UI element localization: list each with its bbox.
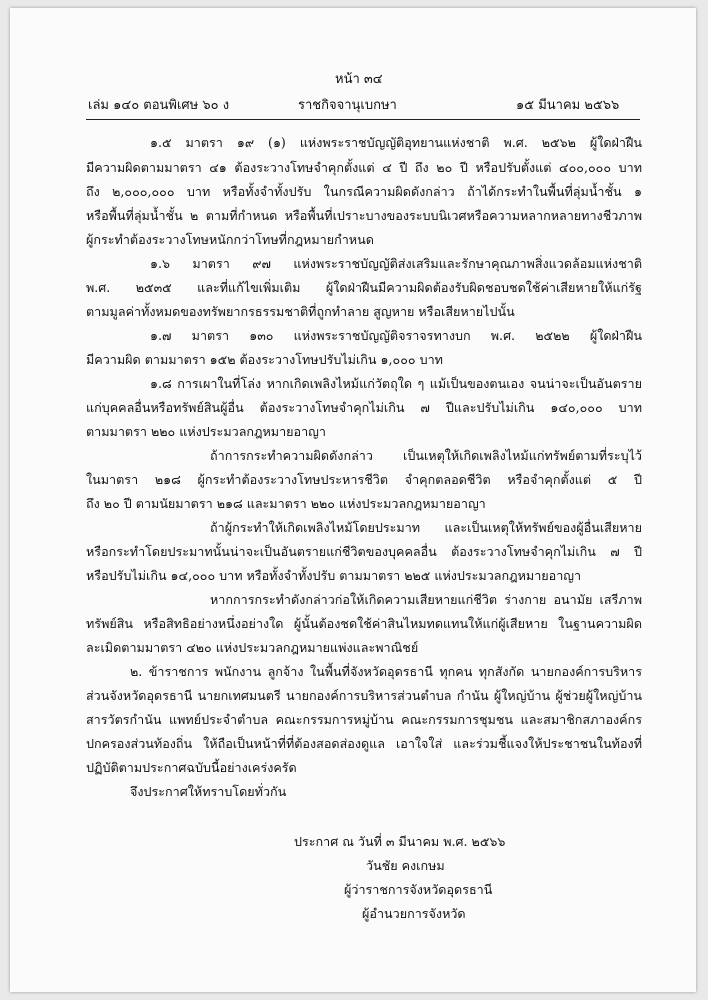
body-line: หรือกระทำโดยประมาทนั้นน่าจะเป็นอันตรายแก่ชีวิตของบุคคลอื่น ต้องระวางโทษจำคุกไม่เกิน ๗ ปี [86,544,642,559]
body-line: ๒. ข้าราชการ พนักงาน ลูกจ้าง ในพื้นที่จังหวัดอุดรธานี ทุกคน ทุกสังกัด นายกองค์การบริหาร [130,664,642,679]
announcement-date: ประกาศ ณ วันที่ ๓ มีนาคม พ.ศ. ๒๕๖๖ [294,834,506,849]
signatory-position: ผู้ว่าราชการจังหวัดอุดรธานี [344,882,493,897]
body-line: มีความผิด ตามมาตรา ๑๕๒ ต้องระวางโทษปรับไม่เกิน ๑,๐๐๐ บาท [86,352,443,367]
body-line: ตามมาตรา ๒๒๐ แห่งประมวลกฎหมายอาญา [86,424,326,439]
body-line: ถ้าผู้กระทำให้เกิดเพลิงไหม้โดยประมาท และเป็นเหตุให้ทรัพย์ของผู้อื่นเสียหาย [210,520,642,535]
body-line: สารวัตรกำนัน แพทย์ประจำตำบล คณะกรรมการหมู่บ้าน คณะกรรมการชุมชน และสมาชิกสภาองค์กร [86,712,642,727]
body-line: ตามมูลค่าทั้งหมดของทรัพยากรธรรมชาติที่ถูกทำลาย สูญหาย หรือเสียหายไปนั้น [86,304,515,319]
body-line: ๑.๗ มาตรา ๑๓๐ แห่งพระราชบัญญัติจราจรทางบก พ.ศ. ๒๕๒๒ ผู้ใดฝ่าฝืน [150,328,642,343]
body-line: ผู้กระทำต้องระวางโทษหนักกว่าโทษที่กฎหมายกำหนด [86,232,374,247]
body-line: หรือปรับไม่เกิน ๑๔,๐๐๐ บาท หรือทั้งจำทั้งปรับ ตามมาตรา ๒๒๕ แห่งประมวลกฎหมายอาญา [86,568,582,583]
body-line: ๑.๕ มาตรา ๑๙ (๑) แห่งพระราชบัญญัติอุทยานแห่งชาติ พ.ศ. ๒๕๖๒ ผู้ใดฝ่าฝืน [150,135,642,150]
body-line: ในมาตรา ๒๑๘ ผู้กระทำต้องระวางโทษประหารชีวิต จำคุกตลอดชีวิต หรือจำคุกตั้งแต่ ๕ ปี [86,472,642,487]
signatory-position-2: ผู้อำนวยการจังหวัด [362,906,466,921]
signatory-name: วันชัย คงเกษม [366,858,445,873]
gazette-volume: เล่ม ๑๔๐ ตอนพิเศษ ๖๐ ง [88,98,230,113]
body-line: ถึง ๒๐ ปี ตามนัยมาตรา ๒๑๘ และมาตรา ๒๒๐ แห่งประมวลกฎหมายอาญา [86,496,486,511]
body-line: ๑.๖ มาตรา ๙๗ แห่งพระราชบัญญัติส่งเสริมและรักษาคุณภาพสิ่งแวดล้อมแห่งชาติ [150,256,642,271]
body-line: แก่บุคคลอื่นหรือทรัพย์สินผู้อื่น ต้องระวางโทษจำคุกไม่เกิน ๗ ปีและปรับไม่เกิน ๑๔๐,๐๐๐ บาท [86,400,642,415]
body-line: ปฏิบัติตามประกาศฉบับนี้อย่างเคร่งครัด [86,760,297,775]
body-line: หากการกระทำดังกล่าวก่อให้เกิดความเสียหายแก่ชีวิต ร่างกาย อนามัย เสรีภาพ [210,592,642,607]
body-line: ทรัพย์สิน หรือสิทธิอย่างหนึ่งอย่างใด ผู้นั้นต้องชดใช้ค่าสินไหมทดแทนให้แก่ผู้เสียหาย ในฐานความผิด [86,616,642,631]
body-line: ๑.๘ การเผาในที่โล่ง หากเกิดเพลิงไหม้แก่วัตถุใด ๆ แม้เป็นของตนเอง จนน่าจะเป็นอันตราย [150,376,642,391]
body-line: มีความผิดตามมาตรา ๔๑ ต้องระวางโทษจำคุกตั้งแต่ ๔ ปี ถึง ๒๐ ปี หรือปรับตั้งแต่ ๔๐๐,๐๐๐ บาท [86,160,642,175]
gazette-date: ๑๕ มีนาคม ๒๕๖๖ [516,98,620,113]
body-line: หรือพื้นที่ลุ่มน้ำชั้น ๒ ตามที่กำหนด หรือพื้นที่เปราะบางของระบบนิเวศหรือความหลากหลายทางชีวภาพ [86,208,642,223]
page-number: หน้า ๓๔ [335,72,383,87]
document-page [10,8,696,992]
header-rule [86,119,640,120]
body-line: ปกครองส่วนท้องถิ่น ให้ถือเป็นหน้าที่ที่ต้องสอดส่องดูแล เอาใจใส่ และร่วมชี้แจงให้ประชาชนในท้องที่ [86,736,642,751]
body-line: ถึง ๒,๐๐๐,๐๐๐ บาท หรือทั้งจำทั้งปรับ ในกรณีความผิดดังกล่าว ถ้าได้กระทำในพื้นที่ลุ่มน้ำชั้น ๑ [86,184,642,199]
body-line: ถ้าการกระทำความผิดดังกล่าว เป็นเหตุให้เกิดเพลิงไหม้แก่ทรัพย์ตามที่ระบุไว้ [210,448,642,463]
gazette-title: ราชกิจจานุเบกษา [298,98,397,113]
body-line: ละเมิดตามมาตรา ๔๒๐ แห่งประมวลกฎหมายแพ่งและพาณิชย์ [86,640,419,655]
closing-line: จึงประกาศให้ทราบโดยทั่วกัน [130,784,287,799]
body-line: พ.ศ. ๒๕๓๕ และที่แก้ไขเพิ่มเติม ผู้ใดฝ่าฝืนมีความผิดต้องรับผิดชอบชดใช้ค่าเสียหายให้แก่รัฐ [86,280,642,295]
body-line: ส่วนจังหวัดอุดรธานี นายกเทศมนตรี นายกองค์การบริหารส่วนตำบล กำนัน ผู้ใหญ่บ้าน ผู้ช่วยผู้ใหญ่บ้าน [86,688,642,703]
